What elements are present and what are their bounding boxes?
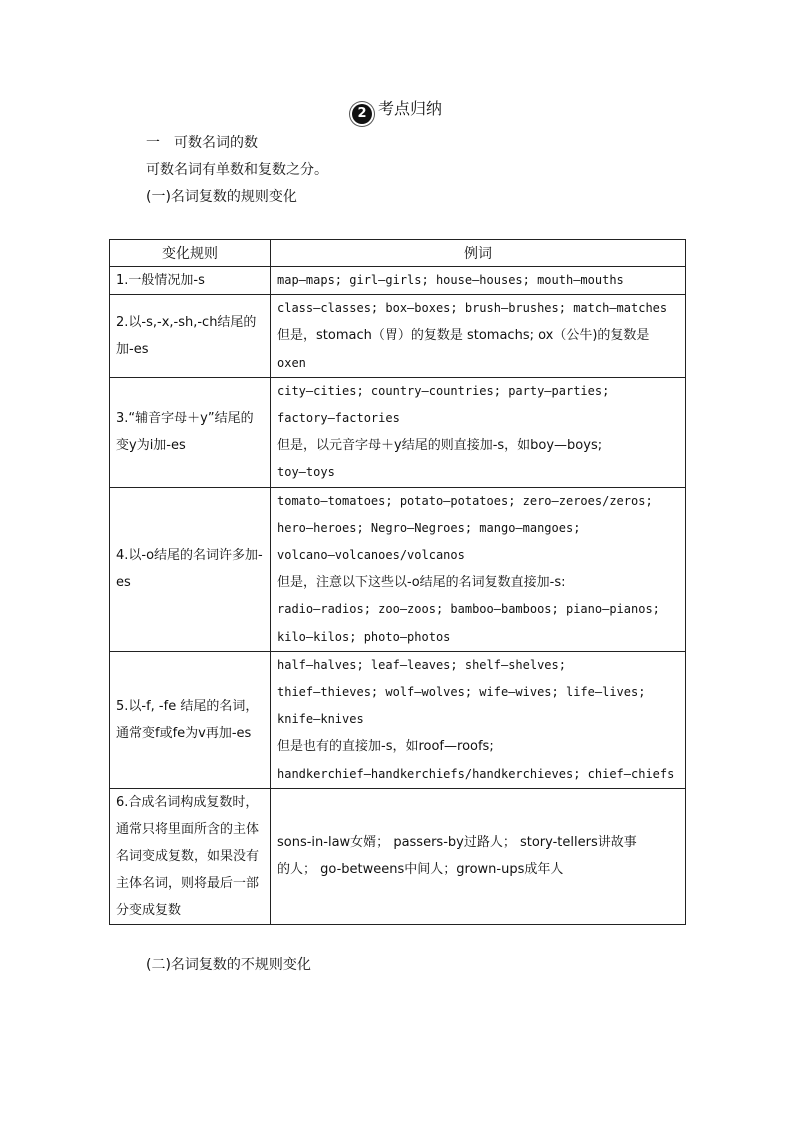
section-number-badge: 2	[352, 104, 372, 124]
example-line: volcano—volcanoes/volcanos	[277, 548, 465, 563]
examples-cell	[271, 651, 686, 788]
example-line: radio—radios; zoo—zoos; bamboo—bamboos; piano—pianos;	[277, 602, 660, 617]
table-row	[110, 487, 686, 651]
header-examples: 例词	[271, 240, 686, 267]
rule-cell: 6.合成名词构成复数时，通常只将里面所含的主体名词变成复数，如果没有主体名词，则将最后一部分变成复数	[110, 788, 271, 924]
plural-rules-table	[109, 239, 686, 925]
examples-cell	[271, 377, 686, 487]
example-line: 但是，以元音字母＋y结尾的则直接加-s，如boy—boys;	[277, 438, 603, 454]
rule-cell: 3.“辅音字母＋y”结尾的变y为i加-es	[110, 377, 271, 487]
example-line: half—halves; leaf—leaves; shelf—shelves;	[277, 657, 566, 672]
table-row	[110, 788, 686, 924]
subheading-regular: (一)名词复数的规则变化	[146, 189, 297, 205]
heading-countable-nouns: 一 可数名词的数	[146, 135, 258, 151]
rule-cell: 4.以-o结尾的名词许多加-es	[110, 487, 271, 651]
section-title: 考点归纳	[377, 99, 442, 118]
table-row	[110, 651, 686, 788]
subheading-irregular: (二)名词复数的不规则变化	[146, 957, 311, 973]
example-line: thief—thieves; wolf—wolves; wife—wives; life—lives;	[277, 685, 646, 700]
example-line: 但是，stomach（胃）的复数是 stomachs; ox（公牛)的复数是	[277, 328, 650, 344]
example-line: toy—toys	[277, 465, 335, 480]
example-line: city—cities; country—countries; party—parties;	[277, 383, 610, 398]
example-line: 的人； go-betweens中间人；grown-ups成年人	[277, 862, 564, 878]
example-line: knife—knives	[277, 712, 364, 727]
examples-cell	[271, 295, 686, 378]
example-line: map—maps; girl—girls; house—houses; mouth—mouths	[277, 273, 624, 287]
example-line: 但是，注意以下这些以-o结尾的名词复数直接加-s:	[277, 575, 566, 591]
example-line: kilo—kilos; photo—photos	[277, 629, 451, 644]
example-line: factory—factories	[277, 411, 400, 426]
examples-cell	[271, 788, 686, 924]
header-rule: 变化规则	[110, 240, 271, 267]
section-heading	[0, 96, 794, 124]
example-line: tomato—tomatoes; potato—potatoes; zero—zeroes/zeros;	[277, 493, 653, 508]
example-line: hero—heroes; Negro—Negroes; mango—mangoes;	[277, 520, 581, 535]
example-line: oxen	[277, 355, 306, 370]
table-row	[110, 267, 686, 295]
example-line: sons-in-law女婿； passers-by过路人； story-tellers讲故事	[277, 835, 637, 851]
example-line: 但是也有的直接加-s，如roof—roofs;	[277, 739, 494, 755]
table-row	[110, 295, 686, 378]
examples-cell	[271, 267, 686, 295]
rule-cell: 2.以-s,-x,-sh,-ch结尾的加-es	[110, 295, 271, 378]
examples-cell	[271, 487, 686, 651]
example-line: handkerchief—handkerchiefs/handkerchieves; chief—chiefs	[277, 766, 675, 781]
table-header-row	[110, 240, 686, 267]
rule-cell: 5.以-f, -fe 结尾的名词，通常变f或fe为v再加-es	[110, 651, 271, 788]
rule-cell: 1.一般情况加-s	[110, 267, 271, 295]
table-row	[110, 377, 686, 487]
intro-text: 可数名词有单数和复数之分。	[146, 162, 328, 178]
example-line: class—classes; box—boxes; brush—brushes; match—matches	[277, 301, 668, 316]
